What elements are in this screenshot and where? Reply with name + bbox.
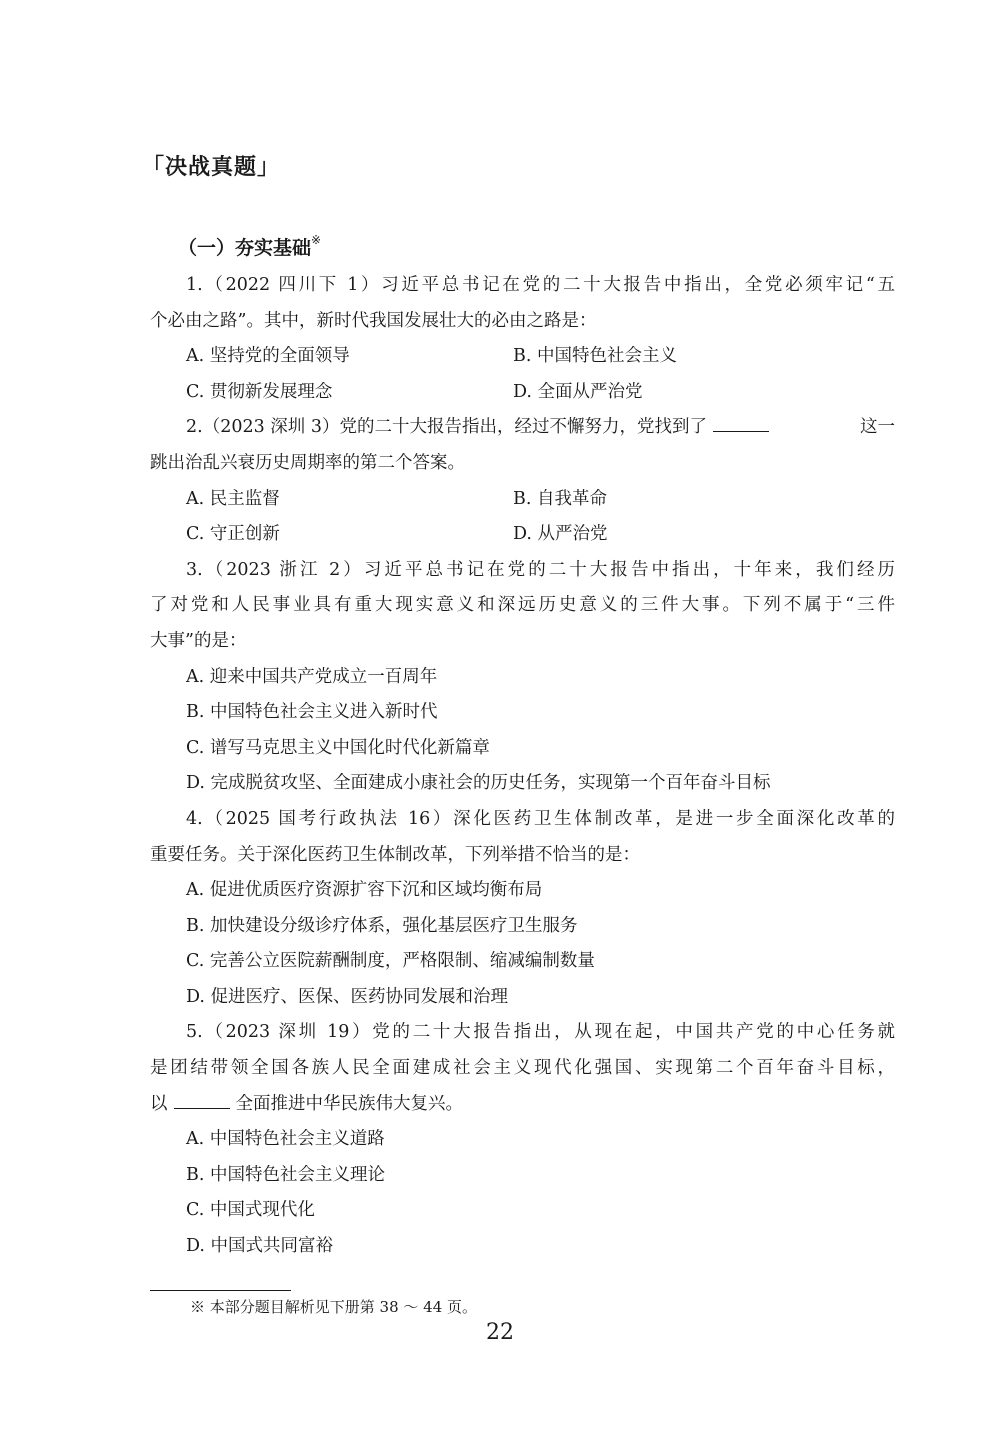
option-b: B. 自我革命 — [513, 488, 607, 509]
option-c: C. 完善公立医院薪酬制度，严格限制、缩减编制数量 — [186, 951, 595, 972]
question-1-options-row-1 — [150, 339, 895, 375]
question-5-stem-part-b: 全面推进中华民族伟大复兴。 — [235, 1093, 463, 1114]
footnote-mark-icon: ※ — [311, 233, 322, 247]
option-a: A. 坚持党的全面领导 — [186, 346, 350, 367]
option-d: D. 促进医疗、医保、医药协同发展和治理 — [186, 986, 509, 1007]
option-a: A. 迎来中国共产党成立一百周年 — [186, 666, 438, 687]
question-3-stem-line-3: 大事”的是： — [150, 630, 247, 651]
question-2-stem-line-2: 跳出治乱兴衰历史周期率的第二个答案。 — [150, 452, 465, 473]
option-c: C. 贯彻新发展理念 — [186, 381, 333, 402]
option-a: A. 民主监督 — [186, 488, 280, 509]
page-number: 22 — [486, 1320, 514, 1345]
subsection-heading — [178, 233, 321, 260]
question-2-stem-part-a: 2.（2023 深圳 3）党的二十大报告指出，经过不懈努力，党找到了 — [186, 417, 707, 438]
section-title: 决战真题 — [165, 155, 258, 180]
question-1-options-row-2 — [150, 375, 895, 411]
option-b: B. 中国特色社会主义进入新时代 — [186, 702, 438, 723]
answer-blank — [174, 1094, 230, 1109]
footnote: ※ 本部分题目解析见下册第 38 ～ 44 页。 — [190, 1298, 478, 1316]
option-d: D. 完成脱贫攻坚、全面建成小康社会的历史任务，实现第一个百年奋斗目标 — [186, 773, 771, 794]
subsection-title: （一）夯实基础 — [178, 237, 312, 259]
option-d: D. 从严治党 — [513, 524, 608, 545]
question-2-stem-line-1 — [150, 410, 895, 446]
option-b: B. 中国特色社会主义理论 — [186, 1164, 385, 1185]
option-b: B. 加快建设分级诊疗体系，强化基层医疗卫生服务 — [186, 915, 578, 936]
option-a: A. 中国特色社会主义道路 — [186, 1129, 385, 1150]
option-a: A. 促进优质医疗资源扩容下沉和区域均衡布局 — [186, 880, 543, 901]
option-d: D. 全面从严治党 — [513, 381, 643, 402]
option-b: B. 中国特色社会主义 — [513, 346, 677, 367]
question-3-stem-line-1: 3.（2023 浙江 2）习近平总书记在党的二十大报告中指出，十年来，我们经历 — [186, 559, 895, 580]
question-2-stem-part-b: 这一 — [860, 417, 895, 438]
question-1-stem-line-2: 个必由之路”。其中，新时代我国发展壮大的必由之路是： — [150, 310, 597, 331]
question-2-options-row-1 — [150, 482, 895, 518]
option-c: C. 中国式现代化 — [186, 1200, 315, 1221]
question-3-stem-line-2: 了对党和人民事业具有重大现实意义和深远历史意义的三件大事。下列不属于“三件 — [150, 595, 895, 616]
option-c: C. 守正创新 — [186, 524, 280, 545]
question-4-stem-line-2: 重要任务。关于深化医药卫生体制改革，下列举措不恰当的是： — [150, 844, 640, 865]
question-list — [150, 268, 895, 1265]
question-4-stem-line-1: 4.（2025 国考行政执法 16）深化医药卫生体制改革，是进一步全面深化改革的 — [186, 808, 895, 829]
question-5-stem-part-a: 以 — [150, 1093, 168, 1114]
question-5-stem-line-2: 是团结带领全国各族人民全面建成社会主义现代化强国、实现第二个百年奋斗目标， — [150, 1058, 895, 1079]
question-1-stem-line-1: 1.（2022 四川下 1）习近平总书记在党的二十大报告中指出，全党必须牢记“五 — [186, 275, 895, 295]
section-heading — [142, 150, 280, 181]
option-d: D. 中国式共同富裕 — [186, 1236, 334, 1257]
section-bracket-right: 」 — [257, 155, 281, 180]
answer-blank — [713, 417, 769, 432]
question-2-options-row-2 — [150, 517, 895, 553]
option-c: C. 谱写马克思主义中国化时代化新篇章 — [186, 737, 490, 758]
question-5-stem-line-3 — [150, 1087, 895, 1123]
footnote-divider — [150, 1290, 291, 1291]
section-bracket-left: 「 — [142, 155, 166, 180]
question-5-stem-line-1: 5.（2023 深圳 19）党的二十大报告指出，从现在起，中国共产党的中心任务就 — [186, 1022, 895, 1043]
